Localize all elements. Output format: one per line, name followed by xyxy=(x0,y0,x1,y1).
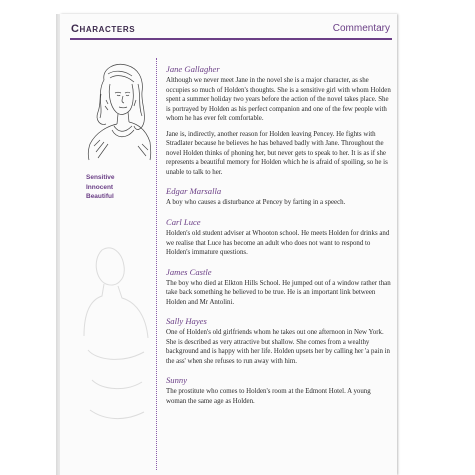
character-name: Carl Luce xyxy=(166,217,201,228)
character-name: Sally Hayes xyxy=(166,316,207,327)
page-title: Characters xyxy=(71,23,136,35)
character-name: Sunny xyxy=(166,375,188,386)
character-entry xyxy=(166,267,392,308)
character-description: One of Holden's old girlfriends whom he takes out one afternoon in New York. She is described as very attractive but shallow. She comes from a wealthy background and is happy with her life. Holden upsets her by calling her 'a pain in the ass' when she refuses to run away with him. xyxy=(166,329,390,365)
page-header xyxy=(70,22,392,40)
character-description: The prostitute who comes to Holden's room at the Edmont Hotel. A young woman the same age as Holden. xyxy=(166,388,371,406)
character-name: Edgar Marsalla xyxy=(166,186,222,197)
trait-label: Sensitive xyxy=(86,174,115,181)
character-description: The boy who died at Elkton Hills School. He jumped out of a window rather than take back something he believed to be true. He is an important link between Holden and Mr Antolini. xyxy=(166,279,391,306)
trait-label: Innocent xyxy=(86,183,114,191)
character-entry xyxy=(166,316,392,366)
character-entries xyxy=(166,64,392,407)
character-entry xyxy=(166,217,392,258)
character-description: Although we never meet Jane in the novel she is a major character, as she occupies so much of Holden's thoughts. She is a sensitive girl with whom Holden spent a summer holiday two years before the action of the novel takes place. She is portrayed by Holden as his perfect companion and one of the few people with whom he has ever felt comfortable. xyxy=(166,77,391,123)
dotted-divider xyxy=(156,58,157,470)
character-entry xyxy=(166,186,392,208)
character-entry xyxy=(166,64,392,177)
character-entry xyxy=(166,375,392,406)
faded-background-illustration xyxy=(82,240,152,440)
character-description: Jane is, indirectly, another reason for Holden leaving Pencey. He fights with Stradlater because he believes he has behaved badly with Jane. Throughout the novel Holden thinks of phoning her, but never gets to speak to her. It is as if she represents a beautiful memory for Holden which he is afraid of spoiling, so he is unable to talk to her. xyxy=(166,130,388,176)
trait-list xyxy=(86,173,146,202)
character-name: Jane Gallagher xyxy=(166,64,220,74)
jane-portrait-illustration xyxy=(86,60,152,162)
trait-label: Beautiful xyxy=(86,193,114,200)
character-name: James Castle xyxy=(166,266,212,277)
section-label: Commentary xyxy=(332,23,390,34)
character-description: Holden's old student adviser at Whooton school. He meets Holden for drinks and we realise that Luce has become an adult who does not want to respond to Holden's immature questions. xyxy=(166,230,390,257)
character-description: A boy who causes a disturbance at Pencey by farting in a speech. xyxy=(166,199,346,207)
